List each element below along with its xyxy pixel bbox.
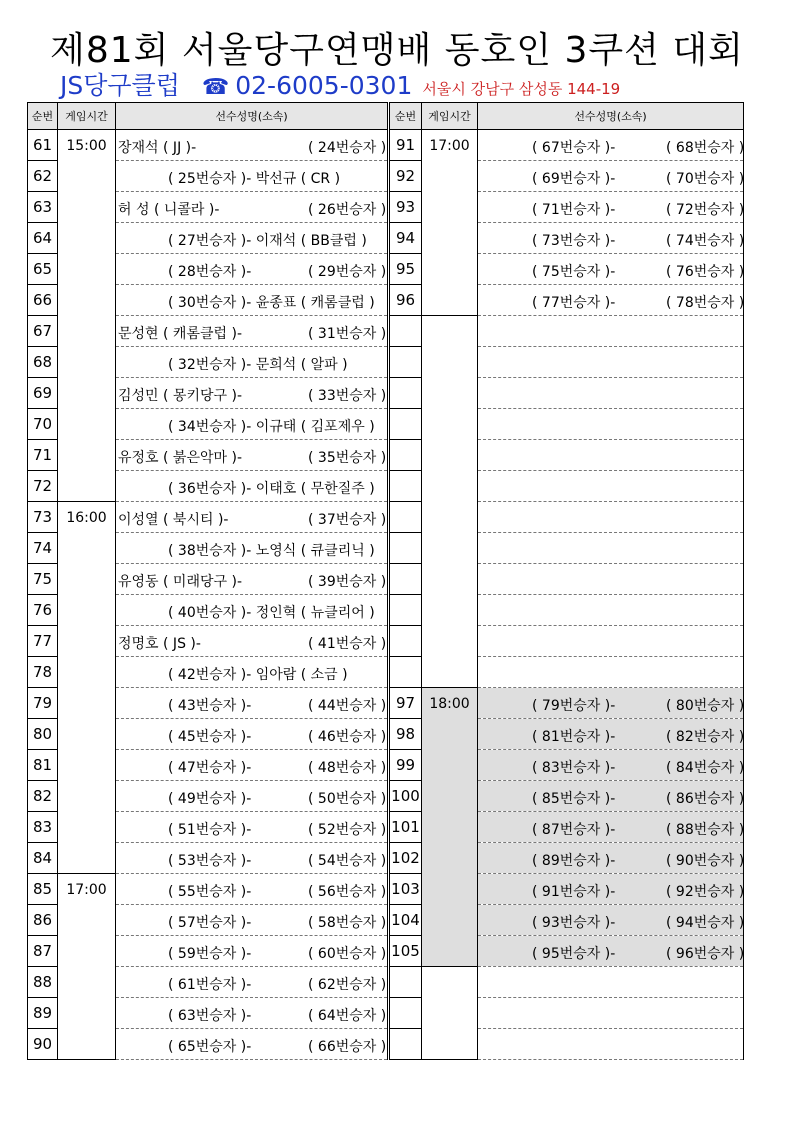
match-pairing bbox=[116, 595, 388, 626]
player-a: 정명호 ( JS )- bbox=[118, 636, 201, 652]
game-number: 93 bbox=[390, 192, 422, 223]
game-number: 95 bbox=[390, 254, 422, 285]
match-pairing bbox=[116, 812, 388, 843]
game-number: 103 bbox=[390, 874, 422, 905]
game-number bbox=[390, 657, 422, 688]
table-row bbox=[28, 874, 388, 905]
match-pairing bbox=[478, 781, 744, 812]
player-a: ( 47번승자 )- bbox=[168, 760, 252, 776]
match-pairing bbox=[478, 688, 744, 719]
game-number: 71 bbox=[28, 440, 58, 471]
player-a: ( 45번승자 )- bbox=[168, 729, 252, 745]
match-pairing bbox=[478, 502, 744, 533]
game-number: 73 bbox=[28, 502, 58, 533]
match-pairing bbox=[116, 502, 388, 533]
player-a: ( 36번승자 )- 이태호 ( 무한질주 ) bbox=[168, 481, 375, 497]
player-a: ( 89번승자 )- bbox=[532, 853, 616, 869]
player-a: ( 59번승자 )- bbox=[168, 946, 252, 962]
game-time: 15:00 bbox=[58, 130, 116, 502]
player-b: ( 68번승자 ) bbox=[666, 140, 745, 156]
player-a: ( 75번승자 )- bbox=[532, 264, 616, 280]
match-pairing bbox=[116, 626, 388, 657]
schedule-table-right bbox=[389, 102, 744, 1060]
match-pairing bbox=[478, 192, 744, 223]
game-number: 87 bbox=[28, 936, 58, 967]
player-b: ( 39번승자 ) bbox=[308, 574, 387, 590]
match-pairing bbox=[116, 378, 388, 409]
player-a: ( 30번승자 )- 윤종표 ( 캐롬클럽 ) bbox=[168, 295, 375, 311]
game-number: 61 bbox=[28, 130, 58, 161]
player-b: ( 35번승자 ) bbox=[308, 450, 387, 466]
player-b: ( 66번승자 ) bbox=[308, 1039, 387, 1055]
game-number: 64 bbox=[28, 223, 58, 254]
game-number: 74 bbox=[28, 533, 58, 564]
game-number: 79 bbox=[28, 688, 58, 719]
match-pairing bbox=[116, 719, 388, 750]
game-number: 99 bbox=[390, 750, 422, 781]
player-a: ( 69번승자 )- bbox=[532, 171, 616, 187]
table-row bbox=[390, 688, 744, 719]
match-pairing bbox=[478, 316, 744, 347]
page-title: 제81회 서울당구연맹배 동호인 3쿠션 대회 bbox=[50, 30, 744, 71]
match-pairing bbox=[478, 564, 744, 595]
player-a: ( 87번승자 )- bbox=[532, 822, 616, 838]
game-number: 91 bbox=[390, 130, 422, 161]
match-pairing bbox=[116, 874, 388, 905]
game-time bbox=[422, 316, 478, 688]
game-number: 66 bbox=[28, 285, 58, 316]
player-b: ( 37번승자 ) bbox=[308, 512, 387, 528]
player-a: 허 성 ( 니콜라 )- bbox=[118, 202, 220, 218]
match-pairing bbox=[478, 130, 744, 161]
player-a: ( 91번승자 )- bbox=[532, 884, 616, 900]
match-pairing bbox=[478, 1029, 744, 1060]
game-number: 67 bbox=[28, 316, 58, 347]
player-b: ( 84번승자 ) bbox=[666, 760, 745, 776]
match-pairing bbox=[478, 626, 744, 657]
game-number: 92 bbox=[390, 161, 422, 192]
address: 서울시 강남구 삼성동 144-19 bbox=[422, 80, 621, 98]
player-b: ( 92번승자 ) bbox=[666, 884, 745, 900]
game-number bbox=[390, 533, 422, 564]
match-pairing bbox=[116, 998, 388, 1029]
player-a: ( 93번승자 )- bbox=[532, 915, 616, 931]
player-b: ( 90번승자 ) bbox=[666, 853, 745, 869]
game-number bbox=[390, 316, 422, 347]
player-b: ( 96번승자 ) bbox=[666, 946, 745, 962]
player-a: ( 83번승자 )- bbox=[532, 760, 616, 776]
player-b: ( 46번승자 ) bbox=[308, 729, 387, 745]
match-pairing bbox=[116, 223, 388, 254]
game-number bbox=[390, 1029, 422, 1060]
game-number bbox=[390, 347, 422, 378]
match-pairing bbox=[116, 936, 388, 967]
player-a: ( 28번승자 )- bbox=[168, 264, 252, 280]
game-number: 98 bbox=[390, 719, 422, 750]
game-number: 70 bbox=[28, 409, 58, 440]
player-b: ( 60번승자 ) bbox=[308, 946, 387, 962]
match-pairing bbox=[478, 440, 744, 471]
game-number: 62 bbox=[28, 161, 58, 192]
player-b: ( 41번승자 ) bbox=[308, 636, 387, 652]
match-pairing bbox=[116, 130, 388, 161]
player-a: ( 81번승자 )- bbox=[532, 729, 616, 745]
match-pairing bbox=[478, 378, 744, 409]
player-b: ( 80번승자 ) bbox=[666, 698, 745, 714]
game-time: 18:00 bbox=[422, 688, 478, 967]
header-order: 순번 bbox=[28, 103, 58, 130]
player-b: ( 70번승자 ) bbox=[666, 171, 745, 187]
player-a: ( 55번승자 )- bbox=[168, 884, 252, 900]
table-row bbox=[28, 502, 388, 533]
game-number: 78 bbox=[28, 657, 58, 688]
table-row bbox=[390, 967, 744, 998]
game-number: 80 bbox=[28, 719, 58, 750]
header-order: 순번 bbox=[390, 103, 422, 130]
game-number: 82 bbox=[28, 781, 58, 812]
game-number: 102 bbox=[390, 843, 422, 874]
match-pairing bbox=[478, 874, 744, 905]
game-number: 76 bbox=[28, 595, 58, 626]
player-b: ( 76번승자 ) bbox=[666, 264, 745, 280]
player-b: ( 26번승자 ) bbox=[308, 202, 387, 218]
table-row bbox=[390, 130, 744, 161]
player-a: ( 51번승자 )- bbox=[168, 822, 252, 838]
header-time: 게임시간 bbox=[58, 103, 116, 130]
match-pairing bbox=[478, 161, 744, 192]
player-b: ( 58번승자 ) bbox=[308, 915, 387, 931]
player-b: ( 72번승자 ) bbox=[666, 202, 745, 218]
game-number: 104 bbox=[390, 905, 422, 936]
match-pairing bbox=[478, 843, 744, 874]
game-number: 88 bbox=[28, 967, 58, 998]
player-b: ( 24번승자 ) bbox=[308, 140, 387, 156]
player-a: ( 43번승자 )- bbox=[168, 698, 252, 714]
player-a: ( 40번승자 )- 정인혁 ( 뉴클리어 ) bbox=[168, 605, 375, 621]
player-a: ( 65번승자 )- bbox=[168, 1039, 252, 1055]
game-number: 86 bbox=[28, 905, 58, 936]
player-b: ( 29번승자 ) bbox=[308, 264, 387, 280]
game-time: 17:00 bbox=[422, 130, 478, 316]
match-pairing bbox=[116, 347, 388, 378]
match-pairing bbox=[116, 967, 388, 998]
schedule-table-left bbox=[27, 102, 388, 1060]
header-time: 게임시간 bbox=[422, 103, 478, 130]
match-pairing bbox=[478, 719, 744, 750]
player-a: ( 34번승자 )- 이규태 ( 김포제우 ) bbox=[168, 419, 375, 435]
player-b: ( 54번승자 ) bbox=[308, 853, 387, 869]
player-b: ( 78번승자 ) bbox=[666, 295, 745, 311]
player-a: ( 79번승자 )- bbox=[532, 698, 616, 714]
match-pairing bbox=[478, 905, 744, 936]
player-b: ( 94번승자 ) bbox=[666, 915, 745, 931]
game-number: 97 bbox=[390, 688, 422, 719]
player-a: ( 38번승자 )- 노영식 ( 큐클리닉 ) bbox=[168, 543, 375, 559]
game-number bbox=[390, 967, 422, 998]
match-pairing bbox=[478, 595, 744, 626]
player-b: ( 86번승자 ) bbox=[666, 791, 745, 807]
header-players: 선수성명(소속) bbox=[478, 103, 744, 130]
player-b: ( 48번승자 ) bbox=[308, 760, 387, 776]
match-pairing bbox=[478, 347, 744, 378]
match-pairing bbox=[478, 750, 744, 781]
game-number bbox=[390, 440, 422, 471]
player-a: 김성민 ( 몽키당구 )- bbox=[118, 388, 242, 404]
game-number: 65 bbox=[28, 254, 58, 285]
game-number: 101 bbox=[390, 812, 422, 843]
game-number bbox=[390, 564, 422, 595]
player-b: ( 31번승자 ) bbox=[308, 326, 387, 342]
player-a: ( 67번승자 )- bbox=[532, 140, 616, 156]
player-a: ( 95번승자 )- bbox=[532, 946, 616, 962]
match-pairing bbox=[116, 192, 388, 223]
game-number: 100 bbox=[390, 781, 422, 812]
table-row bbox=[390, 316, 744, 347]
match-pairing bbox=[478, 223, 744, 254]
match-pairing bbox=[116, 471, 388, 502]
game-time: 16:00 bbox=[58, 502, 116, 874]
phone-number: 02-6005-0301 bbox=[235, 71, 413, 100]
game-number bbox=[390, 471, 422, 502]
club-name: JS당구클럽 bbox=[60, 71, 180, 100]
match-pairing bbox=[116, 254, 388, 285]
match-pairing bbox=[478, 998, 744, 1029]
game-number: 84 bbox=[28, 843, 58, 874]
match-pairing bbox=[116, 409, 388, 440]
match-pairing bbox=[478, 285, 744, 316]
player-b: ( 50번승자 ) bbox=[308, 791, 387, 807]
match-pairing bbox=[478, 254, 744, 285]
player-a: ( 63번승자 )- bbox=[168, 1008, 252, 1024]
game-number: 89 bbox=[28, 998, 58, 1029]
game-number bbox=[390, 595, 422, 626]
player-a: ( 27번승자 )- 이재석 ( BB클럽 ) bbox=[168, 233, 367, 249]
player-b: ( 82번승자 ) bbox=[666, 729, 745, 745]
game-number bbox=[390, 409, 422, 440]
player-a: ( 25번승자 )- 박선규 ( CR ) bbox=[168, 171, 341, 187]
match-pairing bbox=[116, 440, 388, 471]
player-b: ( 64번승자 ) bbox=[308, 1008, 387, 1024]
match-pairing bbox=[478, 471, 744, 502]
match-pairing bbox=[116, 533, 388, 564]
player-b: ( 62번승자 ) bbox=[308, 977, 387, 993]
player-a: 이성열 ( 북시티 )- bbox=[118, 512, 229, 528]
match-pairing bbox=[478, 936, 744, 967]
player-a: ( 71번승자 )- bbox=[532, 202, 616, 218]
player-b: ( 52번승자 ) bbox=[308, 822, 387, 838]
game-number: 72 bbox=[28, 471, 58, 502]
match-pairing bbox=[116, 905, 388, 936]
player-a: 장재석 ( JJ )- bbox=[118, 140, 197, 156]
player-a: ( 53번승자 )- bbox=[168, 853, 252, 869]
match-pairing bbox=[478, 657, 744, 688]
player-a: ( 32번승자 )- 문희석 ( 알파 ) bbox=[168, 357, 348, 373]
game-number: 68 bbox=[28, 347, 58, 378]
match-pairing bbox=[116, 316, 388, 347]
game-number: 69 bbox=[28, 378, 58, 409]
player-a: ( 42번승자 )- 임아람 ( 소금 ) bbox=[168, 667, 348, 683]
match-pairing bbox=[116, 843, 388, 874]
player-a: 문성현 ( 캐롬클럽 )- bbox=[118, 326, 242, 342]
game-number: 75 bbox=[28, 564, 58, 595]
match-pairing bbox=[478, 967, 744, 998]
match-pairing bbox=[116, 564, 388, 595]
game-time bbox=[422, 967, 478, 1060]
header-players: 선수성명(소속) bbox=[116, 103, 388, 130]
player-a: 유정호 ( 붉은악마 )- bbox=[118, 450, 242, 466]
player-a: ( 85번승자 )- bbox=[532, 791, 616, 807]
game-number bbox=[390, 378, 422, 409]
game-number: 96 bbox=[390, 285, 422, 316]
player-a: ( 57번승자 )- bbox=[168, 915, 252, 931]
player-a: 유영동 ( 미래당구 )- bbox=[118, 574, 242, 590]
game-number bbox=[390, 626, 422, 657]
match-pairing bbox=[116, 1029, 388, 1060]
match-pairing bbox=[116, 657, 388, 688]
game-number bbox=[390, 502, 422, 533]
match-pairing bbox=[116, 781, 388, 812]
player-a: ( 61번승자 )- bbox=[168, 977, 252, 993]
match-pairing bbox=[116, 161, 388, 192]
game-number: 94 bbox=[390, 223, 422, 254]
game-number: 105 bbox=[390, 936, 422, 967]
game-number: 85 bbox=[28, 874, 58, 905]
player-a: ( 73번승자 )- bbox=[532, 233, 616, 249]
player-b: ( 74번승자 ) bbox=[666, 233, 745, 249]
match-pairing bbox=[116, 688, 388, 719]
game-time: 17:00 bbox=[58, 874, 116, 1060]
match-pairing bbox=[478, 533, 744, 564]
game-number bbox=[390, 998, 422, 1029]
player-b: ( 33번승자 ) bbox=[308, 388, 387, 404]
game-number: 90 bbox=[28, 1029, 58, 1060]
match-pairing bbox=[478, 409, 744, 440]
player-b: ( 44번승자 ) bbox=[308, 698, 387, 714]
subtitle-line bbox=[60, 66, 620, 102]
player-a: ( 77번승자 )- bbox=[532, 295, 616, 311]
player-a: ( 49번승자 )- bbox=[168, 791, 252, 807]
match-pairing bbox=[478, 812, 744, 843]
player-b: ( 88번승자 ) bbox=[666, 822, 745, 838]
player-b: ( 56번승자 ) bbox=[308, 884, 387, 900]
match-pairing bbox=[116, 285, 388, 316]
game-number: 83 bbox=[28, 812, 58, 843]
game-number: 81 bbox=[28, 750, 58, 781]
match-pairing bbox=[116, 750, 388, 781]
telephone-icon: ☎ bbox=[201, 75, 230, 100]
game-number: 63 bbox=[28, 192, 58, 223]
game-number: 77 bbox=[28, 626, 58, 657]
table-row bbox=[28, 130, 388, 161]
